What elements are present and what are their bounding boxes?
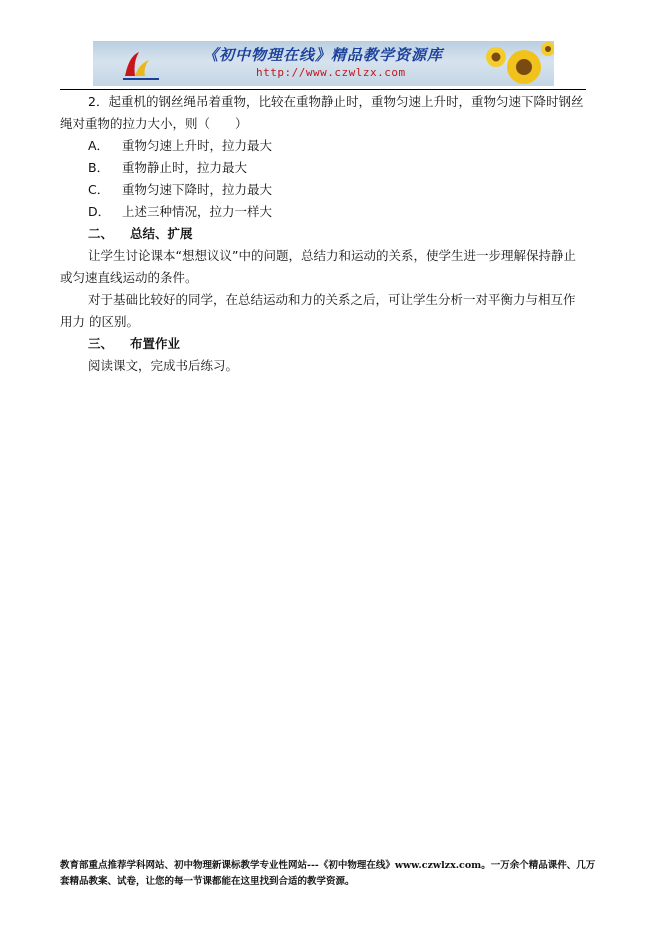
section-heading-homework: 三、 布置作业 (88, 336, 181, 351)
site-logo-icon (121, 46, 161, 82)
main-content (60, 91, 586, 377)
banner-title: 《初中物理在线》精品教学资源库 (203, 46, 444, 64)
option-c: C． 重物匀速下降时，拉力最大 (88, 182, 273, 197)
header-banner (93, 41, 554, 86)
section-heading-summary: 二、 总结、扩展 (88, 226, 193, 241)
option-b: B． 重物静止时，拉力最大 (88, 160, 248, 175)
option-d: D． 上述三种情况，拉力一样大 (88, 204, 273, 219)
option-a: A． 重物匀速上升时，拉力最大 (88, 138, 273, 153)
banner-url: http://www.czwlzx.com (256, 66, 406, 79)
question-text: 2．起重机的钢丝绳吊着重物，比较在重物静止时，重物匀速上升时，重物匀速下降时钢丝绳对重物的拉力大小，则（ ） (60, 94, 584, 131)
summary-paragraph-2: 对于基础比较好的同学，在总结运动和力的关系之后，可让学生分析一对平衡力与相互作用力 的区别。 (60, 292, 576, 329)
homework-paragraph: 阅读课文，完成书后练习。 (88, 358, 239, 373)
summary-paragraph-1: 让学生讨论课本“想想议议”中的问题，总结力和运动的关系，使学生进一步理解保持静止或匀速直线运动的条件。 (60, 248, 576, 285)
sunflower-icon (484, 41, 554, 86)
footer-text: 教育部重点推荐学科网站、初中物理新课标教学专业性网站---《初中物理在线》www.czwlzx.com。一万余个精品课件、几万套精品教案、试卷，让您的每一节课都能在这里找到合适的教学资源。 (60, 860, 596, 887)
header-rule (60, 89, 586, 90)
